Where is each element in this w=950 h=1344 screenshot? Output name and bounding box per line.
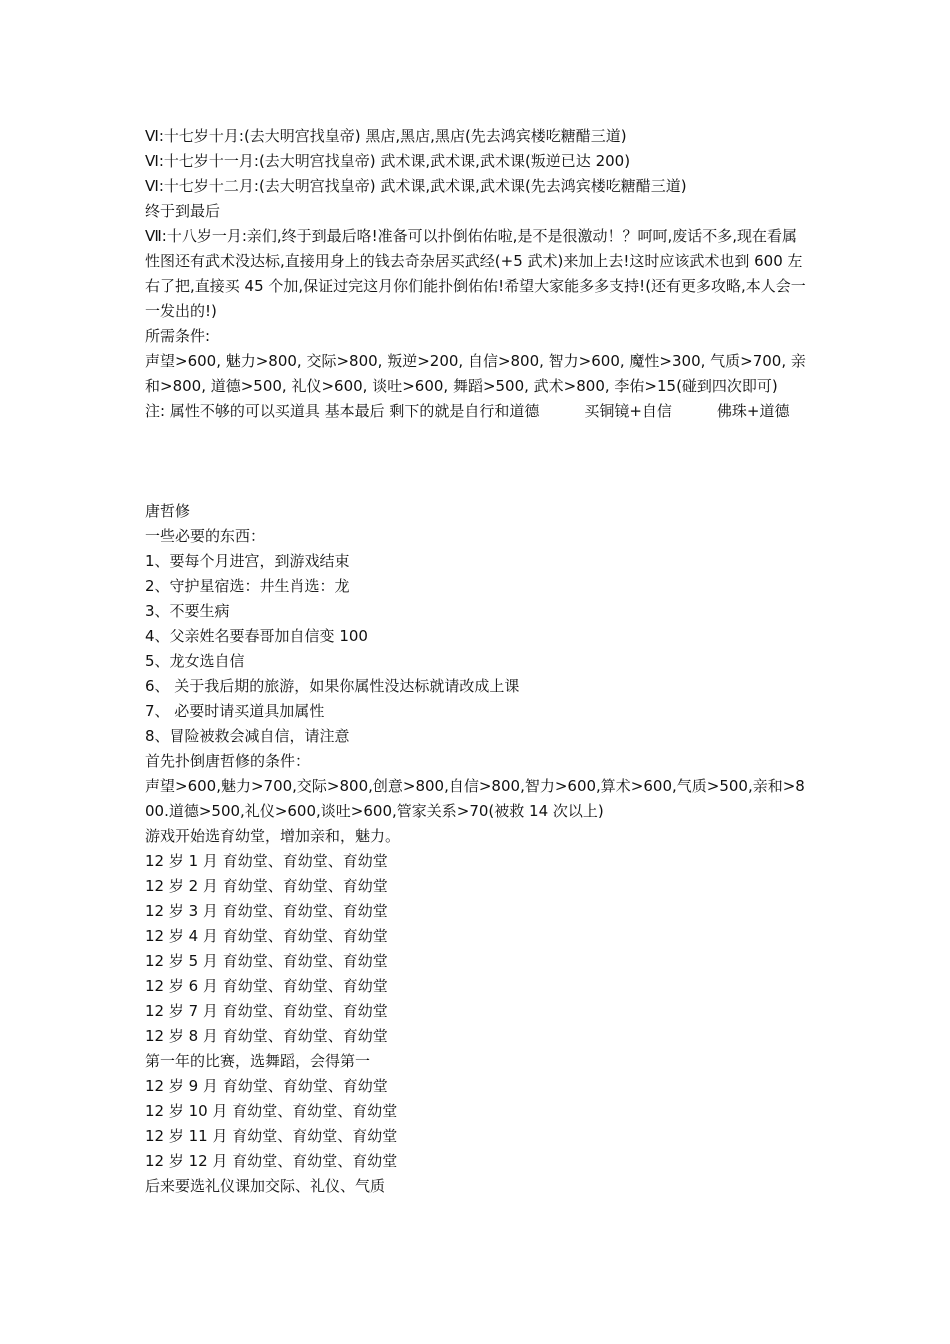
list-item: 6、 关于我后期的旅游，如果你属性没达标就请改成上课	[145, 677, 520, 695]
note-text: 注: 属性不够的可以买道具 基本最后 剩下的就是自行和道德 买铜镜+自信 佛珠+道德	[145, 402, 790, 420]
list-item: 1、要每个月进宫，到游戏结束	[145, 552, 350, 570]
conditions-text: 声望>600,魅力>700,交际>800,创意>800,自信>800,智力>600,算术>600,气质>500,亲和>800.道德>500,礼仪>600,谈吐>600,管家关系>70(被救 14 次以上)	[145, 777, 805, 820]
section-title: 唐哲修	[145, 502, 191, 520]
schedule-line: 12 岁 5 月 育幼堂、育幼堂、育幼堂	[145, 952, 388, 970]
schedule-line: 12 岁 10 月 育幼堂、育幼堂、育幼堂	[145, 1102, 398, 1120]
list-item: 7、 必要时请买道具加属性	[145, 702, 325, 720]
schedule-line: 12 岁 4 月 育幼堂、育幼堂、育幼堂	[145, 927, 388, 945]
end-note: 后来要选礼仪课加交际、礼仪、气质	[145, 1177, 386, 1195]
text-line: Ⅵ:十七岁十月:(去大明宫找皇帝) 黑店,黑店,黑店(先去鸿宾楼吃糖醋三道)	[145, 127, 627, 145]
schedule-line: 12 岁 6 月 育幼堂、育幼堂、育幼堂	[145, 977, 388, 995]
schedule-line: 12 岁 3 月 育幼堂、育幼堂、育幼堂	[145, 902, 388, 920]
list-item: 8、冒险被救会减自信，请注意	[145, 727, 350, 745]
final-month-paragraph: Ⅶ:十八岁一月:亲们,终于到最后咯!准备可以扑倒佑佑啦,是不是很激动！？呵呵,废话不多,现在看属性图还有武术没达标,直接用身上的钱去奇杂居买武经(+5 武术)来加上去!这时应该武术也到 600 左右了把,直接买 45 个加,保证过完这月你们能扑倒佑佑!希望大家能多多支持!(还有更多攻略,本人会一一发出的!)	[145, 227, 806, 320]
list-item: 2、守护星宿选：井生肖选：龙	[145, 577, 350, 595]
list-item: 3、不要生病	[145, 602, 230, 620]
schedule-line: 12 岁 1 月 育幼堂、育幼堂、育幼堂	[145, 852, 388, 870]
contest-note: 第一年的比赛，选舞蹈，会得第一	[145, 1052, 371, 1070]
schedule-line: 12 岁 9 月 育幼堂、育幼堂、育幼堂	[145, 1077, 388, 1095]
schedule-line: 12 岁 11 月 育幼堂、育幼堂、育幼堂	[145, 1127, 398, 1145]
essentials-label: 一些必要的东西：	[145, 527, 266, 545]
schedule-line: 12 岁 7 月 育幼堂、育幼堂、育幼堂	[145, 1002, 388, 1020]
list-item: 4、父亲姓名要春哥加自信变 100	[145, 627, 368, 645]
start-note: 游戏开始选育幼堂，增加亲和，魅力。	[145, 827, 401, 845]
schedule-line: 12 岁 12 月 育幼堂、育幼堂、育幼堂	[145, 1152, 398, 1170]
document-body	[145, 124, 810, 1199]
section-spacer	[145, 424, 810, 499]
conditions-text: 声望>600, 魅力>800, 交际>800, 叛逆>200, 自信>800, 智力>600, 魔性>300, 气质>700, 亲和>800, 道德>500, 礼仪>600, 谈吐>600, 舞蹈>500, 武术>800, 李佑>15(碰到四次即可)	[145, 352, 806, 395]
schedule-line: 12 岁 8 月 育幼堂、育幼堂、育幼堂	[145, 1027, 388, 1045]
text-line: 终于到最后	[145, 202, 221, 220]
text-line: Ⅵ:十七岁十一月:(去大明宫找皇帝) 武术课,武术课,武术课(叛逆已达 200)	[145, 152, 631, 170]
conditions-label: 首先扑倒唐哲修的条件：	[145, 752, 311, 770]
list-item: 5、龙女选自信	[145, 652, 245, 670]
conditions-label: 所需条件:	[145, 327, 211, 345]
text-line: Ⅵ:十七岁十二月:(去大明宫找皇帝) 武术课,武术课,武术课(先去鸿宾楼吃糖醋三道)	[145, 177, 687, 195]
schedule-line: 12 岁 2 月 育幼堂、育幼堂、育幼堂	[145, 877, 388, 895]
